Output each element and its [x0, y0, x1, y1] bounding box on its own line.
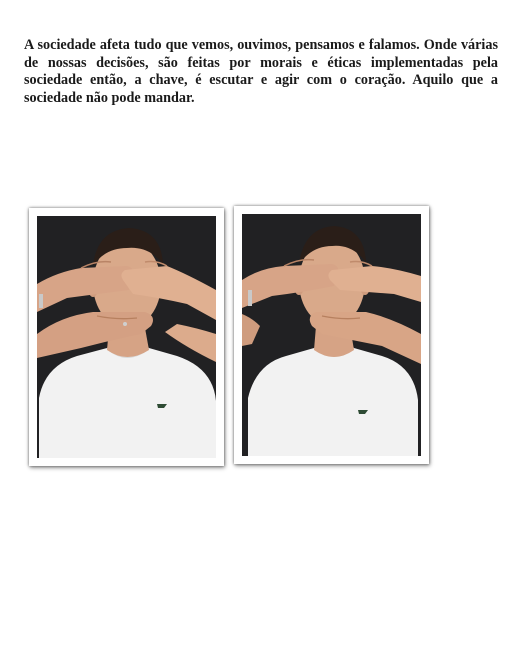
photo-left — [37, 216, 216, 458]
photo-left-illustration — [37, 216, 216, 458]
photo-right-frame — [234, 206, 429, 464]
body-paragraph: A sociedade afeta tudo que vemos, ouvimos, pensamos e falamos. Onde várias de nossas decisões, são feitas por morais e éticas implementadas pela sociedade então, a chave, é escutar e agir com o coração. Aquilo que a sociedade não pode mandar. — [24, 37, 498, 106]
photo-right — [242, 214, 421, 456]
photo-left-frame — [29, 208, 224, 466]
photo-right-illustration — [242, 214, 421, 456]
